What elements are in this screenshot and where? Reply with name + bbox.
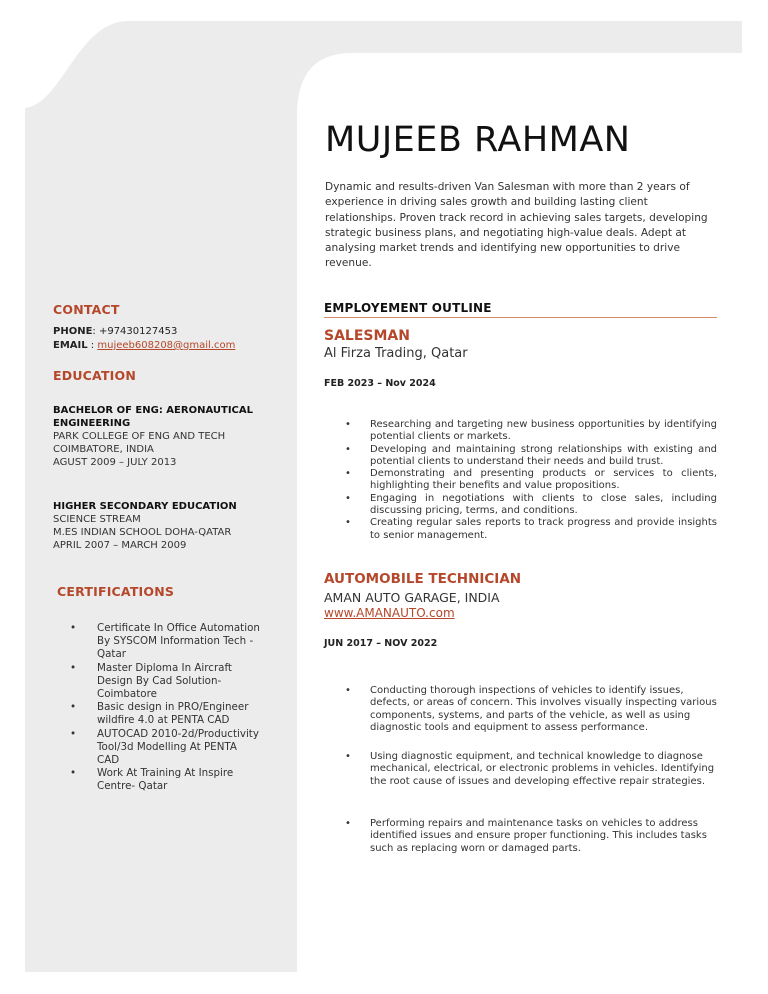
job-duty: • Demonstrating and presenting products or services to clients, highlighting their benefits and value propositions.	[325, 468, 717, 493]
certification-item: • Work At Training At Inspire Centre- Qatar	[57, 767, 262, 793]
job-company: AMAN AUTO GARAGE, INDIA	[324, 590, 500, 605]
education-line: AGUST 2009 – JULY 2013	[53, 457, 177, 468]
education-item	[53, 404, 273, 469]
education-line: PARK COLLEGE OF ENG AND TECH	[53, 431, 226, 442]
job-duty: • Engaging in negotiations with clients to close sales, including discussing pricing, terms, and conditions.	[325, 493, 717, 518]
certification-item: • Basic design in PRO/Engineer wildfire 4.0 at PENTA CAD	[57, 701, 262, 727]
certifications-list	[57, 622, 262, 794]
certification-item: • Certificate In Office Automation By SYSCOM Information Tech -Qatar	[57, 622, 262, 662]
education-item	[53, 500, 273, 552]
candidate-name: MUJEEB RAHMAN	[325, 120, 631, 160]
contact-heading: CONTACT	[53, 302, 120, 317]
education-line: COIMBATORE, INDIA	[53, 444, 154, 455]
education-line: M.ES INDIAN SCHOOL DOHA-QATAR	[53, 527, 232, 538]
contact-email	[53, 339, 235, 352]
phone-value: : +97430127453	[92, 326, 178, 337]
job-duty: • Performing repairs and maintenance tasks on vehicles to address identified issues and ensure proper functioning. This includes tasks such as replacing worn or damaged parts.	[325, 818, 720, 855]
email-label: EMAIL	[53, 340, 88, 351]
job-dates: FEB 2023 – Nov 2024	[324, 378, 436, 389]
job-dates: JUN 2017 – NOV 2022	[324, 638, 438, 649]
employment-heading: EMPLOYEMENT OUTLINE	[324, 301, 492, 315]
job-duties-list	[325, 685, 720, 855]
heading-divider	[324, 317, 717, 318]
certifications-heading: CERTIFICATIONS	[57, 584, 175, 599]
job-duties-list	[325, 419, 717, 542]
company-website-link[interactable]: www.AMANAUTO.com	[324, 606, 455, 620]
profile-summary: Dynamic and results-driven Van Salesman with more than 2 years of experience in driving sales growth and building lasting client relationships. Proven track record in achieving sales targets, developing strategic business plans, and negotiating high-value deals. Adept at analysing market trends and identifying new opportunities to drive revenue.	[325, 181, 708, 270]
job-role: SALESMAN	[324, 328, 410, 344]
job-duty: • Creating regular sales reports to track progress and provide insights to senior management.	[325, 517, 717, 542]
education-degree: BACHELOR OF ENG: AERONAUTICAL ENGINEERING	[53, 405, 253, 429]
education-line: APRIL 2007 – MARCH 2009	[53, 540, 187, 551]
phone-label: PHONE	[53, 326, 93, 337]
education-degree: HIGHER SECONDARY EDUCATION	[53, 501, 237, 512]
job-duty: • Using diagnostic equipment, and technical knowledge to diagnose mechanical, electrical, or electronic problems in vehicles. Identifying the root cause of issues and developing effective repair strategies.	[325, 751, 720, 788]
certification-item: • AUTOCAD 2010-2d/Productivity Tool/3d Modelling At PENTA CAD	[57, 728, 262, 768]
email-separator: :	[87, 340, 98, 351]
job-role: AUTOMOBILE TECHNICIAN	[324, 571, 522, 587]
education-heading: EDUCATION	[53, 368, 137, 383]
job-company: Al Firza Trading, Qatar	[324, 346, 468, 361]
job-duty: • Researching and targeting new business opportunities by identifying potential clients or markets.	[325, 419, 717, 444]
certification-item: • Master Diploma In Aircraft Design By Cad Solution-Coimbatore	[57, 662, 262, 702]
email-link[interactable]: mujeeb608208@gmail.com	[97, 340, 236, 351]
contact-phone	[53, 325, 177, 338]
education-line: SCIENCE STREAM	[53, 514, 141, 525]
job-duty: • Conducting thorough inspections of vehicles to identify issues, defects, or areas of concern. This involves visually inspecting various components, systems, and parts of the vehicle, as well as using diagnostic tools and equipment to assess performance.	[325, 685, 720, 734]
job-duty: • Developing and maintaining strong relationships with existing and potential clients to understand their needs and build trust.	[325, 444, 717, 469]
